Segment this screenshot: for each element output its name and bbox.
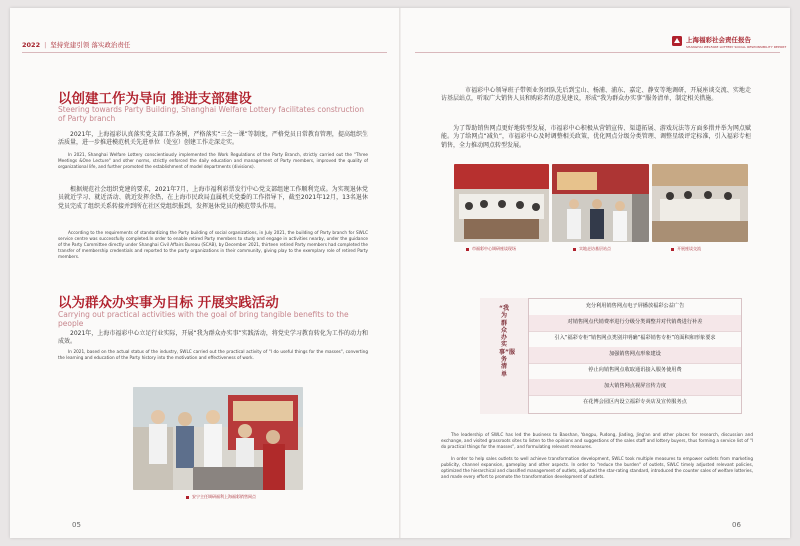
lottery-logo-icon: [672, 36, 682, 46]
left-photo-caption: 安宁主任调研福利上海福彩销售网点: [186, 494, 256, 500]
paragraph-2-cn: 根据规范社会组织党建的要求，2021年7月，上海市福利彩票发行中心党支部组建工作顺利完成。为实现退休党员就近学习、就近活动、就近发挥余热，在上海市民政局直属机关党委的工作指导下，截至2021年12月，13名退休党员完成了组织关系转接并到所在社区党组织报到，发挥退休党员的模范带头作用。: [58, 186, 368, 210]
paragraph-1-en: In 2021, Shanghai Welfare Lottery conscientiously implemented the Work Regulations of the Party Branch, strictly carried out the "Three Meetings &One Lecture" and other norms, strictly enforced the daily education and management of Party members, improved the quality of organizational life, and further promoted the establishment of model departments (divisions).: [58, 152, 368, 169]
paragraph-3-cn: 2021年，上海市福彩中心立足行业实际，开展“我为群众办实事”实践活动，将党史学习教育转化为工作的动力和成效。: [58, 330, 368, 346]
right-page-number: 06: [732, 521, 741, 529]
meeting-photo-1: [454, 164, 549, 242]
paragraph-2-en: According to the requirements of standardizing the Party building of social organizations, in July 2021, the building of Party branch for SWLC service centre was successfully completed.In order to enable retired Party members to study and engage in activities nearby, under the guidance of the Party Committee directly under Shanghai Civil Affairs Bureau (SCAB), by December 2021, thirteen retired Party members had completed the transfer of membership credentials and reported to the party organizations in their community, giving play to the exemplary role of retired Party members.: [58, 230, 368, 259]
header-section: 坚持党建引领 落实政治责任: [50, 41, 131, 49]
section-heading-2-en: Carrying out practical activities with the goal of bring tangible benefits to the people: [58, 310, 349, 328]
service-item: 充分利用销售网点电子屏播放福彩公益广告: [529, 299, 741, 316]
paragraph-1-cn: 2021年，上海福彩认真落实党支部工作条例，严格落实“三会一课”等制度，严格党员日常教育管理，提高组织生活质量，进一步推进模范机关先进单位（处室）创建工作走深走实。: [58, 131, 368, 147]
section-heading-1: 以创建工作为导向 推进支部建设: [58, 91, 252, 107]
site-visit-photo: [552, 164, 649, 242]
service-item: 引入“福彩专柜”销售网点类别并明确“福彩销售专柜”的面积和形象要求: [529, 331, 741, 348]
header-year: 2022: [22, 41, 41, 49]
paragraph-3-en: In 2021, based on the actual status of the industry, SWLC carried out the practical activity of "I do useful things for the masses", converting the learning and education of the Party history into the motivation and effectiveness of work.: [58, 349, 368, 360]
section-heading-2: 以为群众办实事为目标 开展实践活动: [58, 295, 279, 311]
service-list-title: “我为群众办实事”服务清单: [499, 305, 515, 378]
photo-caption-2: 实地走访基层站点: [573, 246, 611, 252]
meeting-photo-2: [652, 164, 748, 242]
page-gutter: [399, 8, 401, 538]
right-paragraph-3-en: The leadership of SWLC has led the business to Baoshan, Yangpu, Pudong, Jiading, Jing'an and other places for research, discussion and exchange, and visited grassroots sites to listen to the opinions and suggestions of the sales staff and lottery buyers, thus forming a service list of "I do practical things for the masses", and formulating relevant measures.: [441, 432, 753, 449]
report-spread: [10, 8, 790, 538]
report-subtitle: SHANGHAI WELFARE LOTTERY SOCIAL RESPONSIBILITY REPORT: [686, 45, 787, 49]
service-item: 停止向销售网点收取通讯接入服务使用费: [529, 363, 741, 380]
left-header-rule: [22, 52, 387, 53]
right-paragraph-4-en: In order to help sales outlets to well achieve transformation development, SWLC took multiple measures to empower outlets from marketing publicity, channel expansion, gameplay and other aspects. In order to "reduce the burden" of outlets, SWLC timely adjusted relevant policies, optimized the hierarchical and classified management of outlets, adjusted the star-rating standard, introduced the counter sales of welfare lotteries, and made every effort to promote the transformation development of outlets.: [441, 456, 753, 479]
service-item: 在花博会园区内设立福彩专卖店及宣传服务点: [583, 399, 687, 405]
section-heading-1-en: Steering towards Party Building, Shanghai Welfare Lottery facilitates construction of Party branch: [58, 105, 365, 123]
photo-caption-1: 市福彩中心调研座谈现场: [466, 246, 516, 252]
service-item: 加大销售网点视屏宣传力度: [529, 379, 741, 396]
service-item: 对销售网点代销费率进行分级分类调整并对代销费进行补差: [529, 315, 741, 332]
right-paragraph-1-cn: 市福彩中心领导班子带领业务团队先后到宝山、杨浦、浦东、嘉定、静安等地调研，开展座谈交流、实地走访基层站点，听取广大销售人员和购彩者的意见建议，形成“我为群众办实事”服务清单，制定相关措施。: [441, 87, 751, 103]
right-paragraph-2-cn: 为了帮助销售网点更好地转型发展，市福彩中心积极从营销宣传、渠道拓展、游戏玩法等方面多措并举为网点赋能。为了给网点“减负”，市福彩中心及时调整相关政策，优化网点分级分类管理、调整星级评定标准，引入福彩专柜销售，全力推动网点转型发展。: [441, 125, 751, 149]
header-separator: |: [44, 41, 47, 49]
photo-caption-3: 开展座谈交流: [671, 246, 701, 252]
left-header: [22, 40, 130, 49]
outlet-visit-photo: [133, 387, 303, 490]
service-item: 加强销售网点形象建设: [529, 347, 741, 364]
left-page-number: 05: [72, 521, 81, 529]
report-title: 上海福彩社会责任报告: [686, 36, 751, 44]
right-header-rule: [415, 52, 780, 53]
